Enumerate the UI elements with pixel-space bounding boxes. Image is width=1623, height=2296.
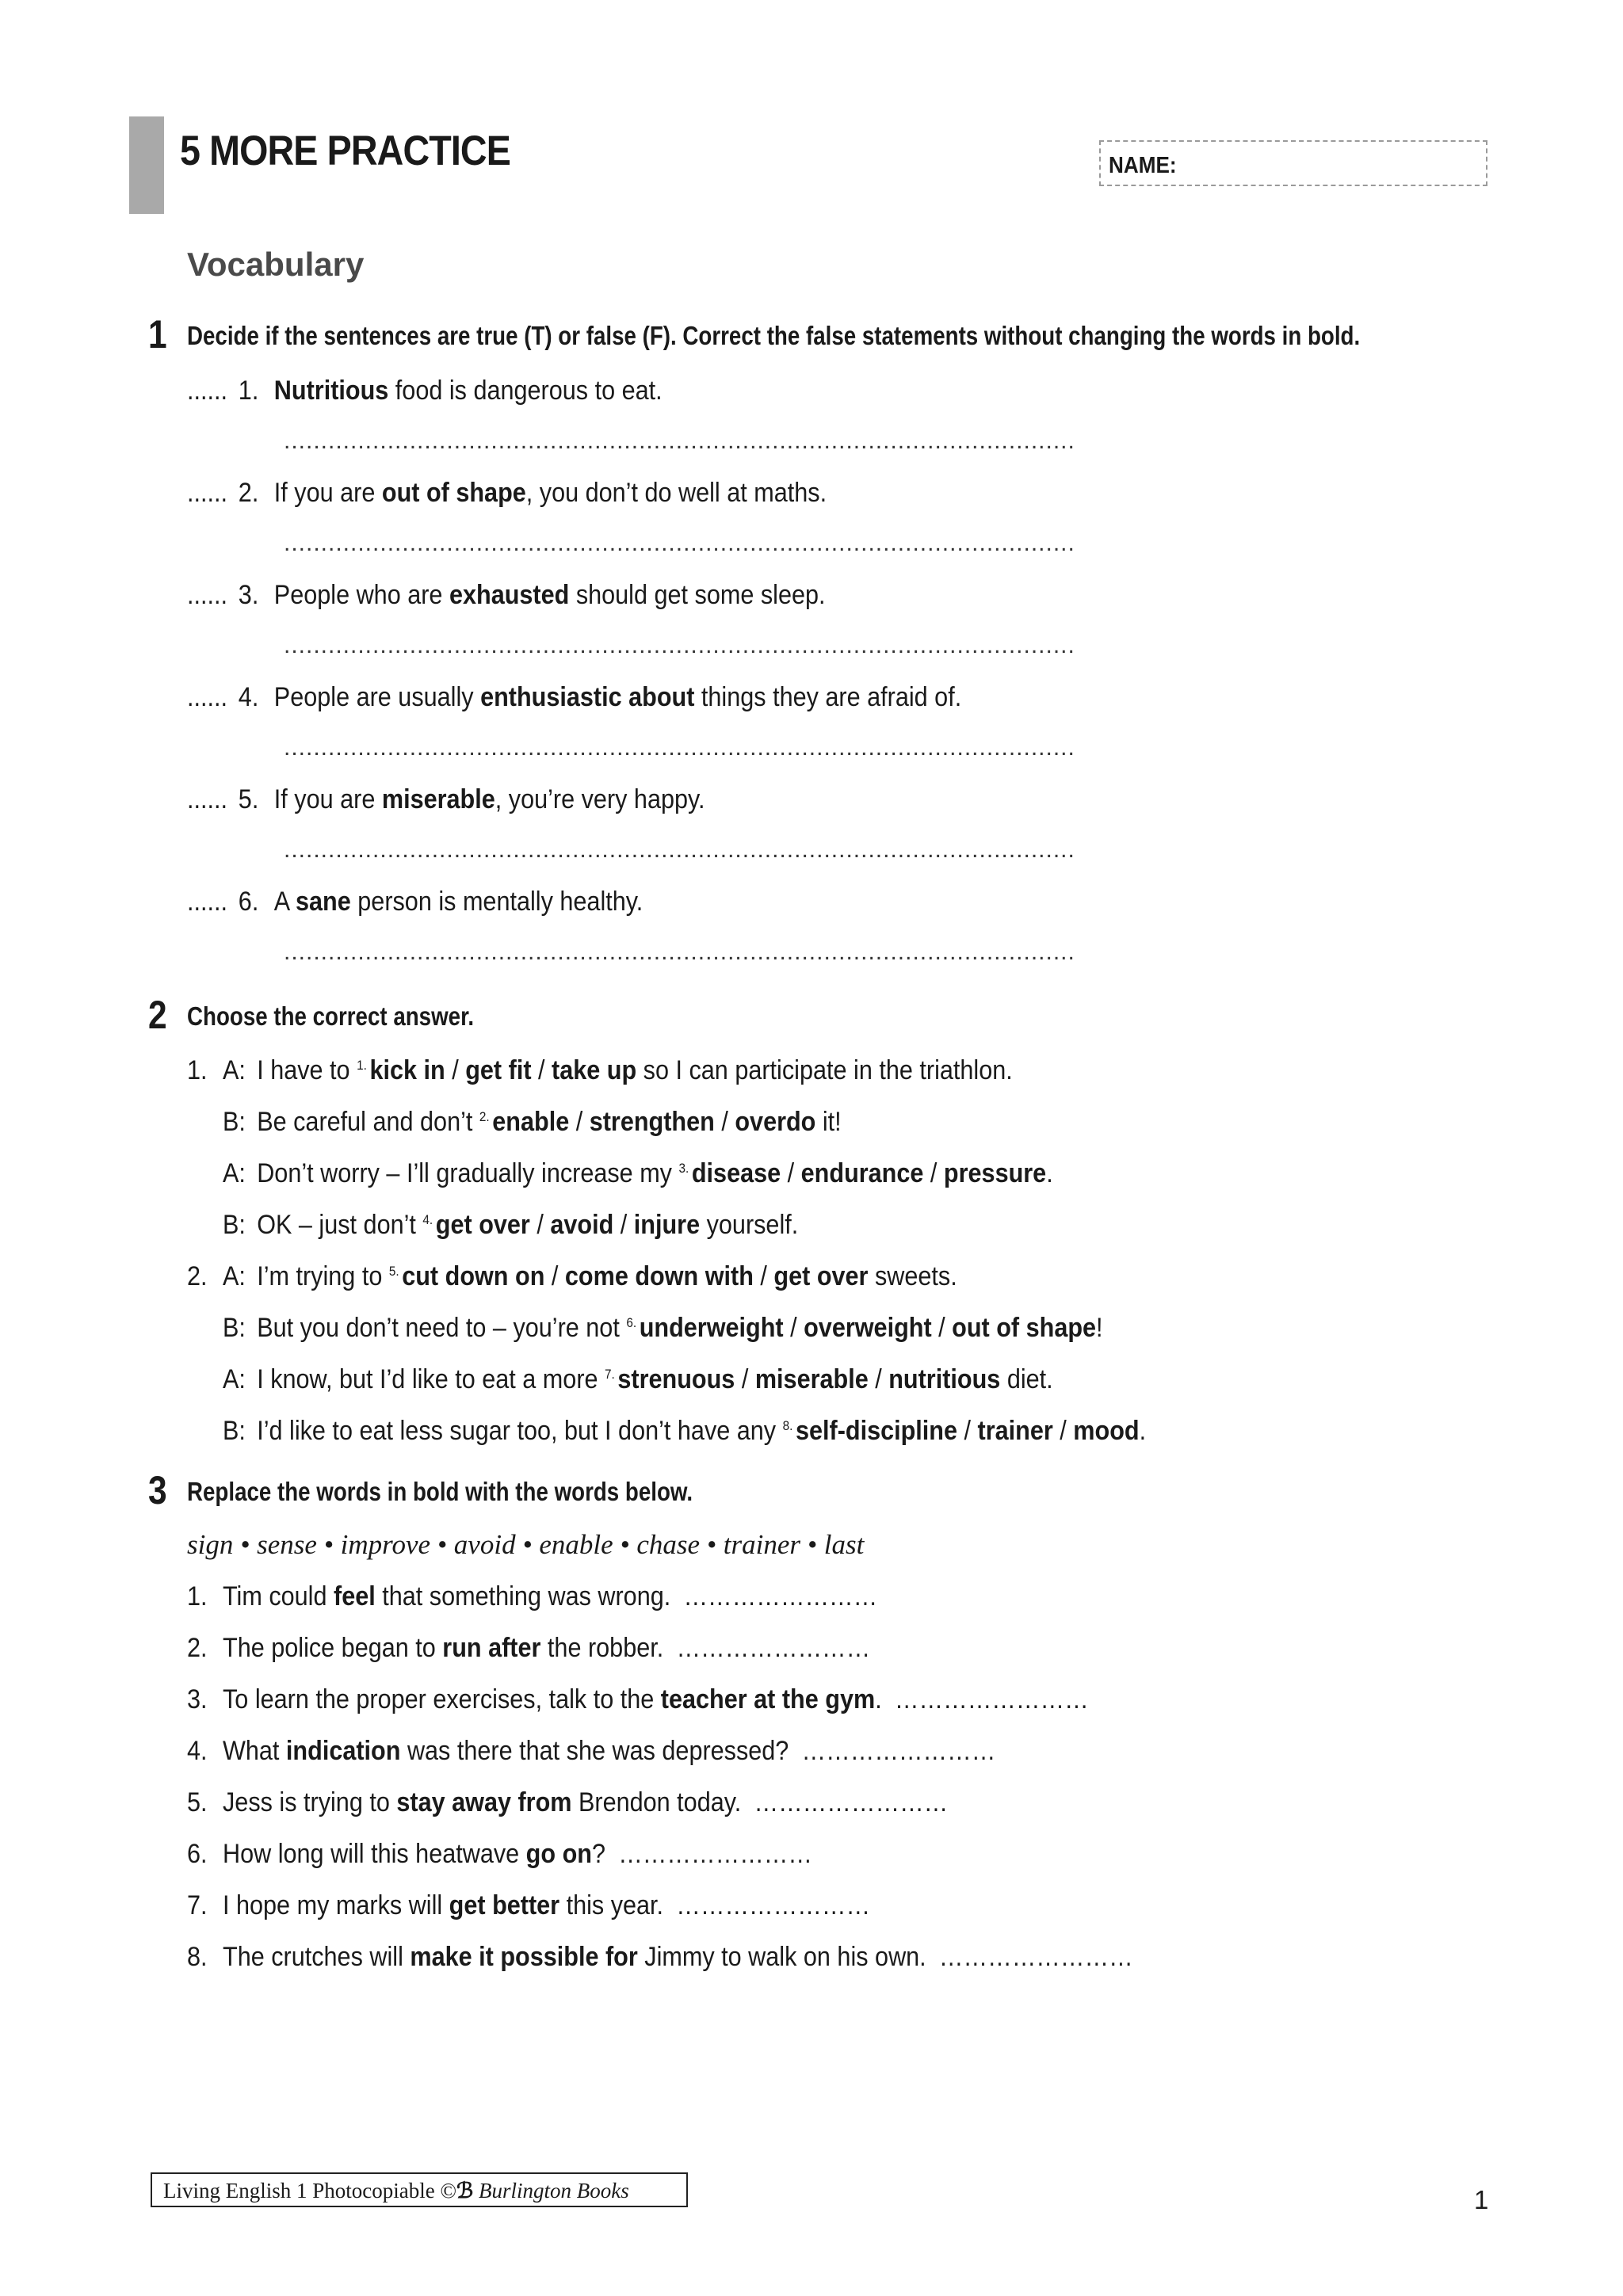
item-number: 3. [187, 1684, 208, 1714]
item-number: 5. [187, 1787, 208, 1817]
bold-term: run after [442, 1633, 541, 1663]
option-separator: / [868, 1364, 889, 1394]
list-item [187, 1890, 870, 1921]
item-number: 5. [238, 784, 259, 814]
list-item [187, 478, 827, 509]
item-number: 6. [187, 1839, 208, 1869]
item-text: The police began to [223, 1633, 443, 1663]
item-number: 2. [187, 1633, 208, 1663]
bold-term: out of shape [381, 478, 526, 508]
line-text: . [1046, 1158, 1053, 1188]
option-3[interactable]: nutritious [888, 1364, 1001, 1394]
item-text: The crutches will [223, 1942, 411, 1972]
item-text: things they are afraid of. [694, 682, 962, 712]
answer-line[interactable]: ........................................................................................................... [284, 428, 1075, 454]
gap-number: 3. [678, 1161, 689, 1176]
option-separator: / [445, 1055, 466, 1085]
line-text: Be careful and don’t [257, 1107, 479, 1137]
item-text: I hope my marks will [223, 1890, 449, 1920]
speaker-label: B: [223, 1210, 246, 1240]
true-false-blank[interactable]: ...... [187, 478, 228, 508]
item-number: 7. [187, 1890, 208, 1920]
list-item [187, 887, 643, 917]
answer-line[interactable]: ........................................................................................................... [284, 632, 1075, 658]
line-text: I’d like to eat less sugar too, but I don’t have any [257, 1416, 783, 1446]
list-item [187, 1736, 995, 1767]
line-text: I’m trying to [257, 1261, 389, 1291]
option-3[interactable]: out of shape [952, 1313, 1097, 1343]
true-false-blank[interactable]: ...... [187, 784, 228, 814]
publisher-name: Burlington Books [478, 2179, 629, 2203]
option-1[interactable]: strenuous [617, 1364, 735, 1394]
line-text: Don’t worry – I’ll gradually increase my [257, 1158, 679, 1188]
true-false-blank[interactable]: ...... [187, 682, 228, 712]
answer-blank[interactable]: …………………… [801, 1736, 996, 1766]
answer-blank[interactable]: …………………… [938, 1942, 1133, 1972]
dialogue-line [187, 1261, 957, 1292]
bold-term: teacher at the gym [660, 1684, 876, 1714]
option-separator: / [531, 1055, 552, 1085]
bold-term: stay away from [396, 1787, 572, 1817]
speaker-label: A: [223, 1364, 246, 1394]
list-item [187, 1839, 812, 1870]
item-text: this year. [559, 1890, 664, 1920]
option-1[interactable]: self-discipline [795, 1416, 958, 1446]
line-text: ! [1096, 1313, 1103, 1343]
option-separator: / [613, 1210, 634, 1240]
bold-term: sane [296, 887, 351, 917]
answer-line[interactable]: ........................................................................................................... [284, 530, 1075, 556]
item-text: Jess is trying to [223, 1787, 397, 1817]
item-number: 4. [187, 1736, 208, 1766]
item-text: person is mentally healthy. [350, 887, 643, 917]
item-text: People are usually [273, 682, 481, 712]
true-false-blank[interactable]: ...... [187, 580, 228, 610]
bold-term: indication [285, 1736, 401, 1766]
option-3[interactable]: get over [773, 1261, 869, 1291]
option-separator: / [569, 1107, 590, 1137]
line-text: OK – just don’t [257, 1210, 423, 1240]
option-2[interactable]: strengthen [589, 1107, 715, 1137]
line-text: sweets. [868, 1261, 957, 1291]
line-text: . [1139, 1416, 1147, 1446]
item-text: food is dangerous to eat. [388, 376, 663, 406]
item-number: 2. [238, 478, 259, 508]
bold-term: get better [449, 1890, 560, 1920]
item-number: 6. [238, 887, 259, 917]
option-separator: / [1052, 1416, 1074, 1446]
speaker-label: A: [223, 1055, 246, 1085]
bold-term: Nutritious [273, 376, 389, 406]
page-title: 5 MORE PRACTICE [180, 128, 510, 174]
answer-blank[interactable]: …………………… [676, 1890, 871, 1920]
item-number: 8. [187, 1942, 208, 1972]
exercise-instruction: Choose the correct answer. [187, 1001, 475, 1031]
item-text: What [223, 1736, 286, 1766]
option-1[interactable]: get over [435, 1210, 530, 1240]
dialogue-line [187, 1364, 1053, 1395]
option-separator: / [544, 1261, 565, 1291]
option-separator: / [753, 1261, 774, 1291]
option-1[interactable]: underweight [639, 1313, 784, 1343]
line-text: I have to [257, 1055, 357, 1085]
option-separator: / [923, 1158, 944, 1188]
option-3[interactable]: mood [1073, 1416, 1140, 1446]
name-field[interactable] [1099, 140, 1487, 186]
gap-number: 1. [357, 1058, 367, 1073]
bold-term: go on [525, 1839, 592, 1869]
item-text: Tim could [223, 1581, 334, 1611]
item-text: , you don’t do well at maths. [525, 478, 827, 508]
footer-copyright [151, 2172, 688, 2207]
bold-term: make it possible for [410, 1942, 638, 1972]
item-text: Jimmy to walk on his own. [637, 1942, 926, 1972]
option-2[interactable]: come down with [564, 1261, 754, 1291]
item-number: 2. [187, 1261, 208, 1291]
item-text: People who are [273, 580, 449, 610]
page-number: 1 [1474, 2185, 1489, 2214]
answer-blank[interactable]: …………………… [676, 1633, 871, 1663]
answer-line[interactable]: ........................................................................................................... [284, 734, 1075, 761]
list-item [187, 1581, 877, 1612]
exercise-instruction: Replace the words in bold with the words below. [187, 1477, 693, 1506]
item-text: , you’re very happy. [495, 784, 705, 814]
item-text: A [273, 887, 296, 917]
item-number: 1. [238, 376, 259, 406]
option-3[interactable]: pressure [943, 1158, 1047, 1188]
list-item [187, 1633, 870, 1664]
list-item [187, 1787, 948, 1818]
option-1[interactable]: kick in [369, 1055, 445, 1085]
speaker-label: B: [223, 1313, 246, 1343]
speaker-label: A: [223, 1261, 246, 1291]
gap-number: 8. [782, 1418, 793, 1433]
gap-number: 4. [422, 1212, 433, 1227]
gap-number: 6. [626, 1315, 637, 1330]
true-false-blank[interactable]: ...... [187, 376, 228, 406]
dialogue-line [187, 1210, 798, 1241]
item-text: If you are [273, 784, 382, 814]
name-label: NAME: [1109, 153, 1177, 178]
bold-term: feel [334, 1581, 376, 1611]
item-text: How long will this heatwave [223, 1839, 526, 1869]
item-number: 4. [238, 682, 259, 712]
option-separator: / [781, 1158, 801, 1188]
option-3[interactable]: injure [633, 1210, 701, 1240]
option-2[interactable]: avoid [550, 1210, 614, 1240]
list-item [187, 784, 705, 815]
list-item [187, 1942, 1133, 1973]
item-number: 1. [187, 1055, 208, 1085]
option-1[interactable]: enable [492, 1107, 570, 1137]
item-text: should get some sleep. [569, 580, 826, 610]
exercise-number: 3 [148, 1468, 167, 1512]
gap-number: 5. [388, 1264, 399, 1279]
exercise-instruction: Decide if the sentences are true (T) or false (F). Correct the false statements without changing the words in bold. [187, 321, 1361, 350]
option-3[interactable]: take up [552, 1055, 637, 1085]
bold-term: enthusiastic about [480, 682, 695, 712]
option-separator: / [783, 1313, 804, 1343]
speaker-label: A: [223, 1158, 246, 1188]
exercise-number: 1 [148, 312, 167, 357]
answer-blank[interactable]: …………………… [618, 1839, 812, 1869]
item-number: 3. [238, 580, 259, 610]
dialogue-line [187, 1313, 1103, 1344]
item-text: ? [591, 1839, 605, 1869]
answer-line[interactable]: ........................................................................................................... [284, 939, 1075, 965]
bold-term: miserable [381, 784, 495, 814]
word-bank: sign • sense • improve • avoid • enable • chase • trainer • last [187, 1529, 865, 1560]
gap-number: 2. [479, 1109, 490, 1124]
dialogue-line [187, 1107, 842, 1138]
true-false-blank[interactable]: ...... [187, 887, 228, 917]
item-text: was there that she was depressed? [400, 1736, 789, 1766]
option-3[interactable]: overdo [735, 1107, 816, 1137]
option-separator: / [957, 1416, 978, 1446]
answer-blank[interactable]: …………………… [754, 1787, 949, 1817]
option-2[interactable]: get fit [465, 1055, 532, 1085]
dialogue-line [187, 1055, 1013, 1086]
line-text: it! [815, 1107, 842, 1137]
exercise-number: 2 [148, 993, 167, 1037]
option-separator: / [529, 1210, 551, 1240]
section-heading: Vocabulary [187, 246, 365, 283]
answer-line[interactable]: ........................................................................................................... [284, 837, 1075, 863]
line-text: I know, but I’d like to eat a more [257, 1364, 605, 1394]
item-text: . [875, 1684, 882, 1714]
line-text: yourself. [700, 1210, 799, 1240]
option-2[interactable]: trainer [977, 1416, 1053, 1446]
list-item [187, 580, 826, 611]
option-separator: / [735, 1364, 755, 1394]
bold-term: exhausted [449, 580, 570, 610]
item-text: Brendon today. [571, 1787, 742, 1817]
item-number: 1. [187, 1581, 208, 1611]
answer-blank[interactable]: …………………… [683, 1581, 878, 1611]
line-text: so I can participate in the triathlon. [636, 1055, 1013, 1085]
list-item [187, 682, 961, 713]
list-item [187, 376, 663, 406]
option-2[interactable]: miserable [754, 1364, 869, 1394]
item-text: that something was wrong. [375, 1581, 671, 1611]
speaker-label: B: [223, 1107, 246, 1137]
dialogue-line [187, 1158, 1053, 1189]
option-1[interactable]: cut down on [402, 1261, 545, 1291]
copyright-text: Living English 1 Photocopiable © [163, 2179, 456, 2203]
option-2[interactable]: overweight [804, 1313, 932, 1343]
gap-number: 7. [605, 1367, 615, 1382]
title-accent-bar [129, 116, 164, 214]
option-1[interactable]: disease [691, 1158, 781, 1188]
list-item [187, 1684, 1089, 1715]
dialogue-line [187, 1416, 1146, 1447]
line-text: diet. [1000, 1364, 1053, 1394]
item-text: If you are [273, 478, 382, 508]
option-2[interactable]: endurance [800, 1158, 924, 1188]
option-separator: / [931, 1313, 953, 1343]
answer-blank[interactable]: …………………… [894, 1684, 1089, 1714]
line-text: But you don’t need to – you’re not [257, 1313, 627, 1343]
speaker-label: B: [223, 1416, 246, 1446]
item-text: the robber. [540, 1633, 664, 1663]
option-separator: / [714, 1107, 735, 1137]
item-text: To learn the proper exercises, talk to the [223, 1684, 661, 1714]
publisher-logo: ℬ [456, 2179, 474, 2203]
